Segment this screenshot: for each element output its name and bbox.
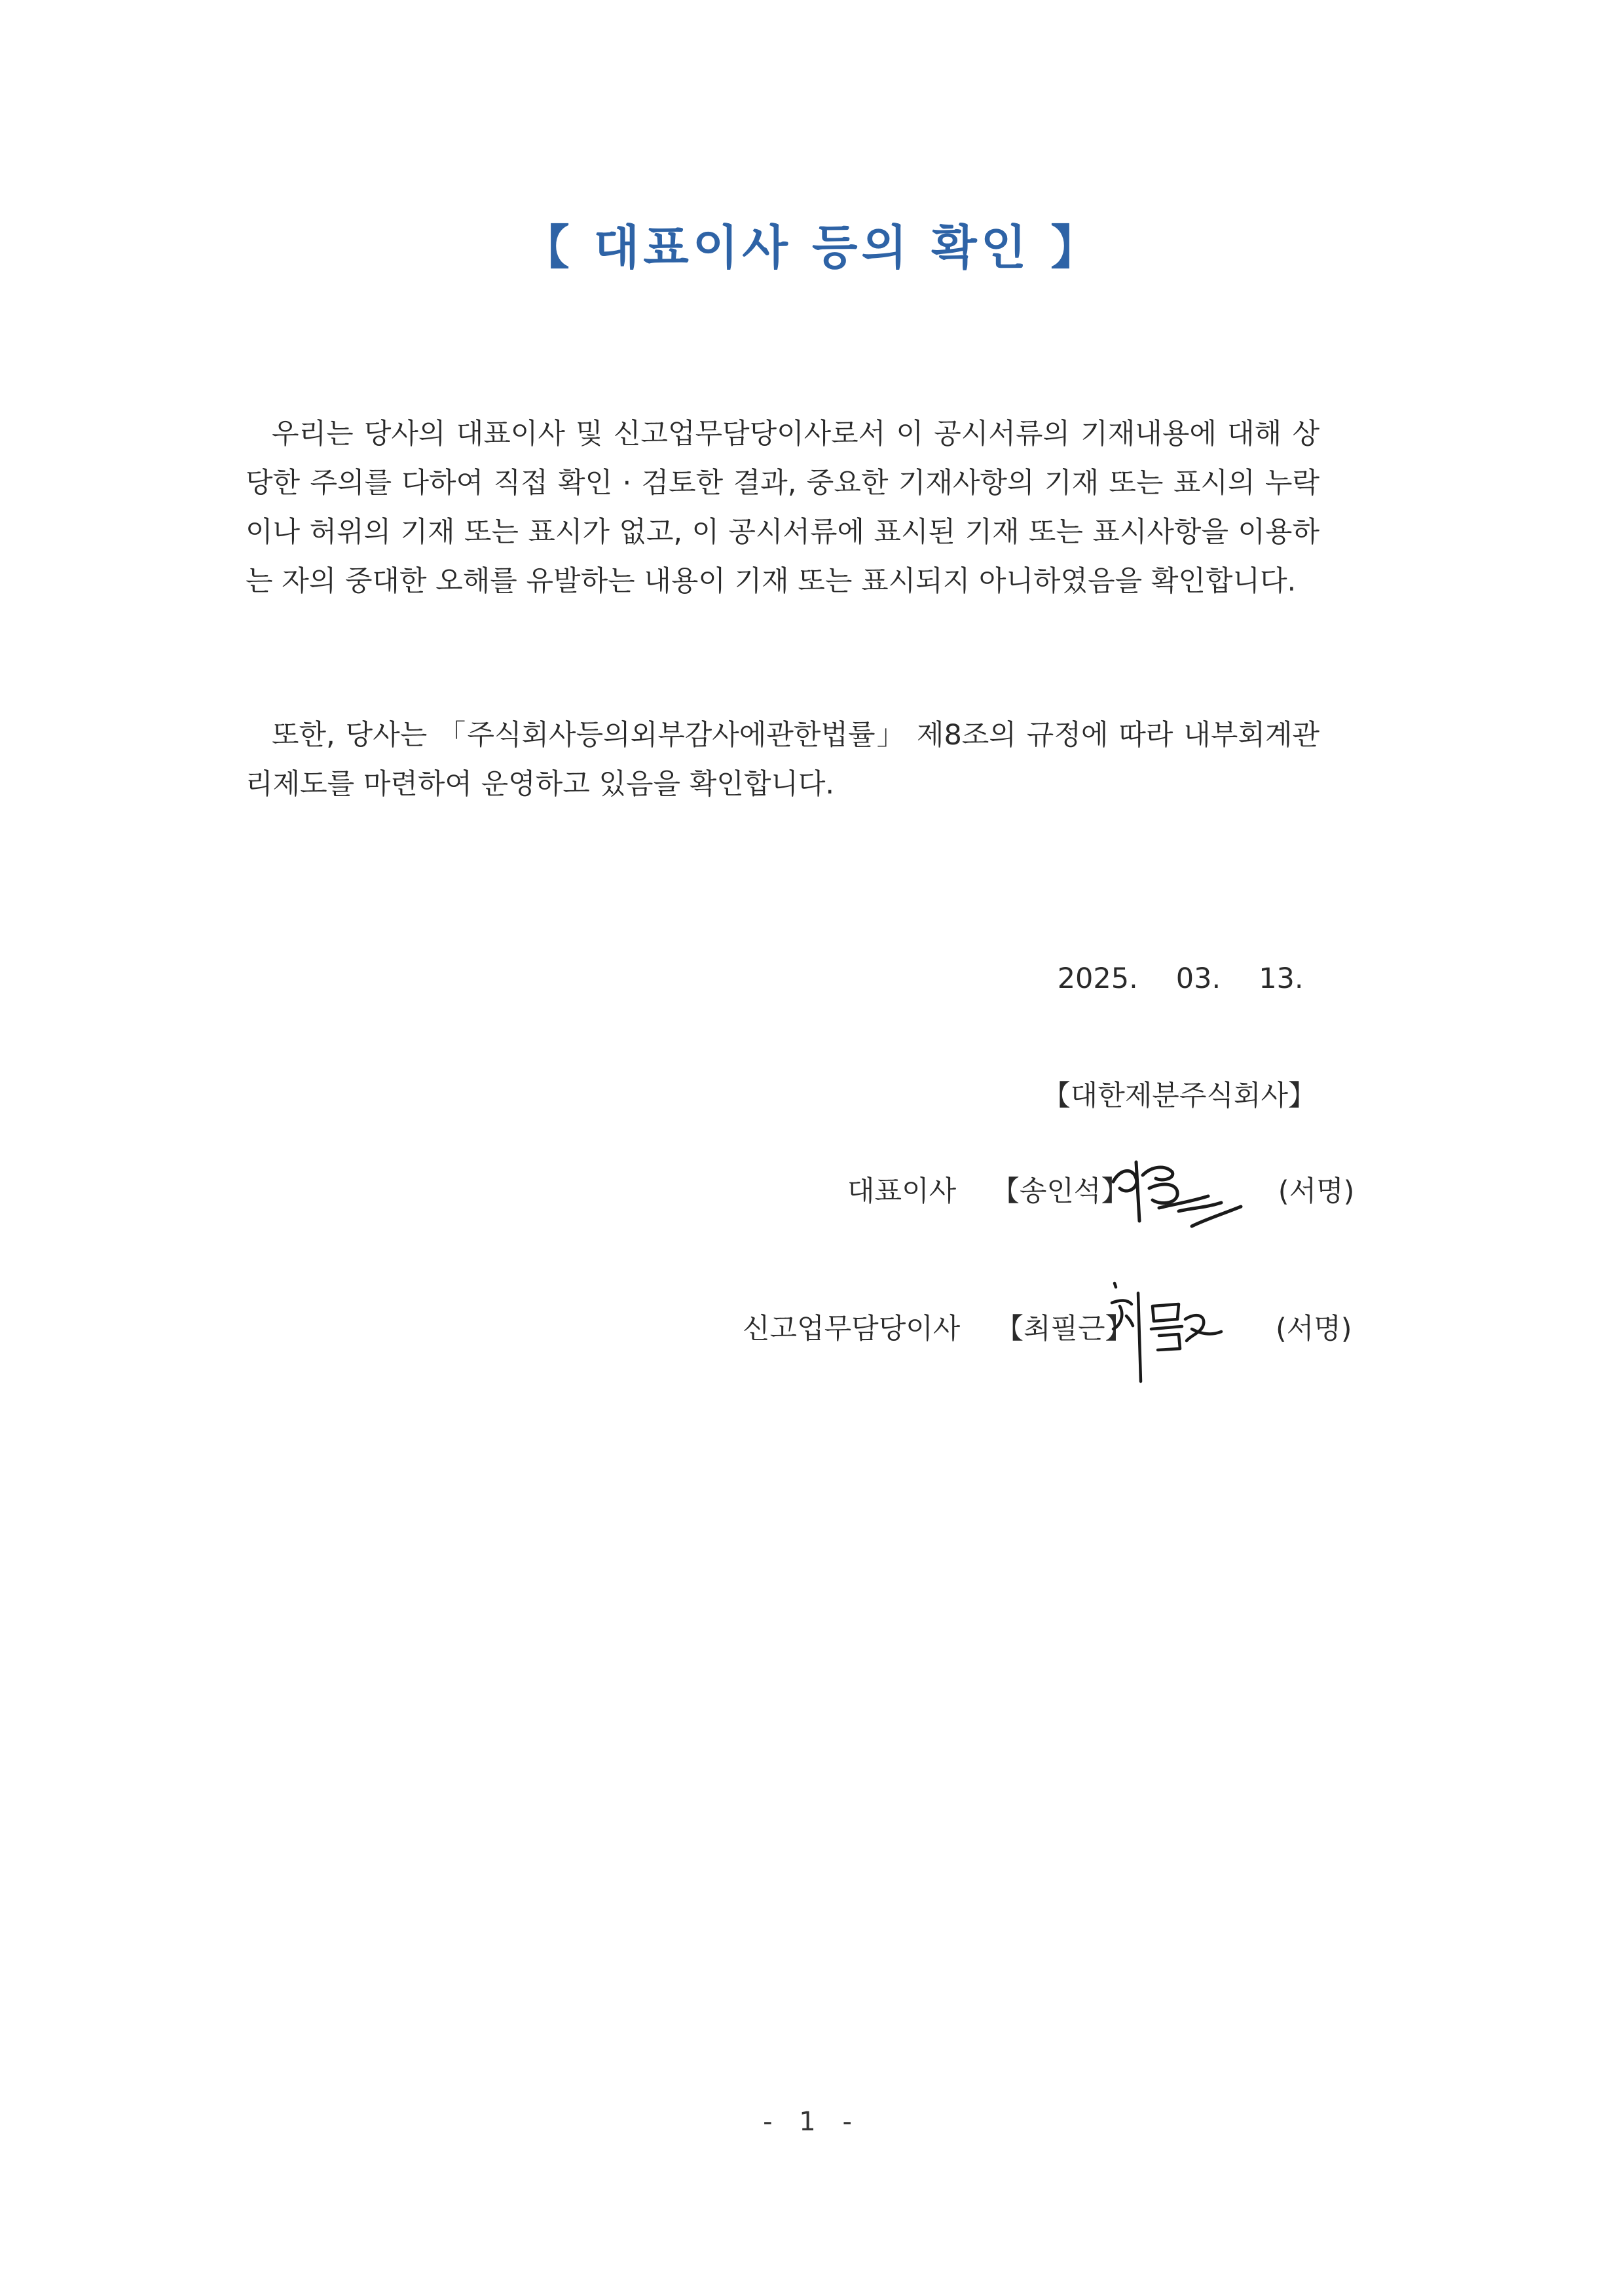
company-name: 【대한제분주식회사】 xyxy=(1042,1080,1316,1112)
date-day: 13. xyxy=(1259,962,1304,995)
page-number: - 1 - xyxy=(763,2107,861,2137)
sign-label: (서명) xyxy=(1275,1313,1352,1345)
document-date xyxy=(1022,930,1304,1028)
sign-label: (서명) xyxy=(1278,1175,1355,1208)
date-month: 03. xyxy=(1175,962,1221,995)
title-bracket-close: 】 xyxy=(1050,220,1102,275)
confirmation-paragraph: 우리는 당사의 대표이사 및 신고업무담당이사로서 이 공시서류의 기재내용에 대해 상당한 주의를 다하여 직접 확인 · 검토한 결과, 중요한 기재사항의 기재 또는 표시의 누락이나 허위의 기재 또는 표시가 없고, 이 공시서류에 표시된 기재 또는 표시사항을 이용하는 자의 중대한 오해를 유발하는 내용이 기재 또는 표시되지 아니하였음을 확인합니다. xyxy=(246,418,1320,598)
signer-name: 【최필근】 xyxy=(995,1313,1134,1345)
reporting-officer-signature-row xyxy=(743,1307,1352,1347)
signer-role: 대표이사 xyxy=(847,1175,957,1208)
document-title xyxy=(0,210,1624,278)
internal-control-paragraph: 또한, 당사는 「주식회사등의외부감사에관한법률」 제8조의 규정에 따라 내부회계관리제도를 마련하여 운영하고 있음을 확인합니다. xyxy=(246,719,1320,801)
date-year: 2025. xyxy=(1057,962,1138,995)
title-bracket-open: 【 xyxy=(522,220,574,275)
ceo-signature-row xyxy=(847,1169,1354,1209)
title-text: 대표이사 등의 확인 xyxy=(593,220,1031,275)
signer-role: 신고업무담당이사 xyxy=(743,1313,961,1345)
signer-name: 【송인석】 xyxy=(991,1175,1130,1208)
